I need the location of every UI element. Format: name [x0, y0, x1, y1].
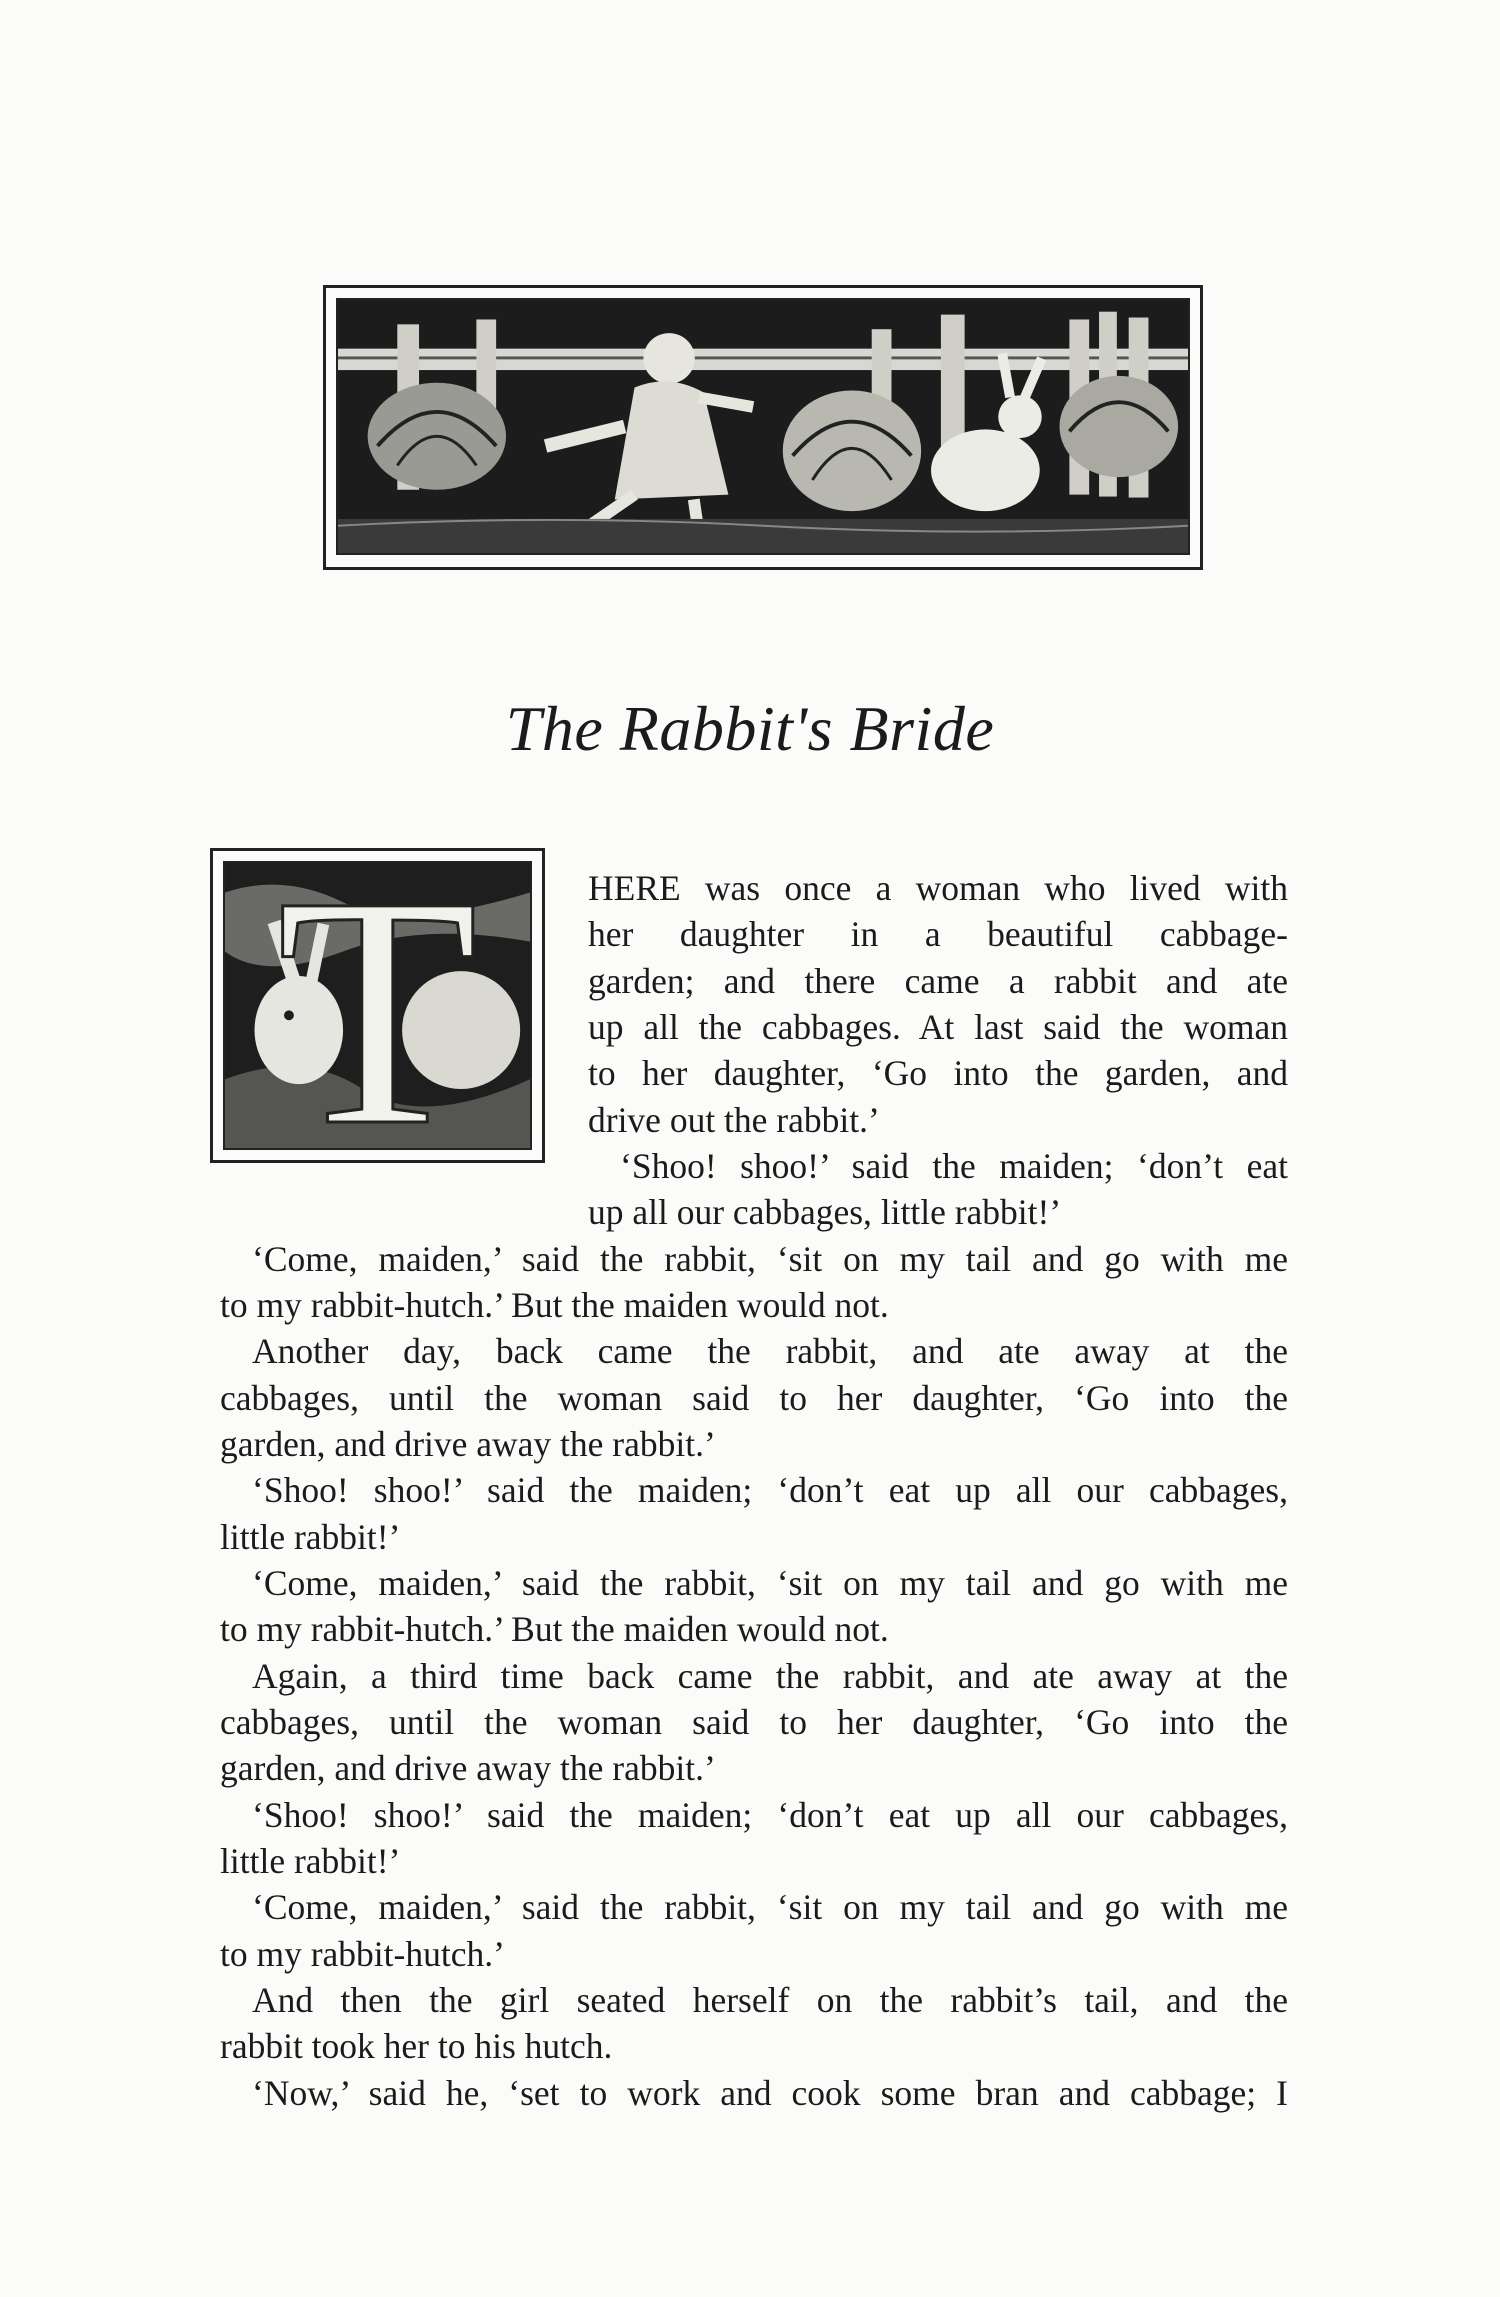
- text-line: ‘Come, maiden,’ said the rabbit, ‘sit on my tail and go with me: [252, 1887, 1288, 1927]
- text-line: her daughter in a beautiful cabbage-: [588, 914, 1288, 954]
- text-line: garden, and drive away the rabbit.’: [220, 1748, 716, 1788]
- text-line: ‘Come, maiden,’ said the rabbit, ‘sit on my tail and go with me: [252, 1239, 1288, 1279]
- text-line: little rabbit!’: [220, 1841, 401, 1881]
- text-line: Again, a third time back came the rabbit, and ate away at the: [252, 1656, 1288, 1696]
- text-line: Another day, back came the rabbit, and ate away at the: [252, 1331, 1288, 1371]
- text-line: ‘Shoo! shoo!’ said the maiden; ‘don’t eat up all our cabbages,: [252, 1795, 1288, 1835]
- text-line: up all our cabbages, little rabbit!’: [588, 1192, 1062, 1232]
- text-line: garden, and drive away the rabbit.’: [220, 1424, 716, 1464]
- text-line: to my rabbit-hutch.’ But the maiden would not.: [220, 1609, 889, 1649]
- text-line: garden; and there came a rabbit and ate: [588, 961, 1288, 1001]
- text-line: ‘Come, maiden,’ said the rabbit, ‘sit on my tail and go with me: [252, 1563, 1288, 1603]
- garden-woodcut-icon: [338, 300, 1188, 553]
- text-line: to my rabbit-hutch.’: [220, 1934, 505, 1974]
- text-line: rabbit took her to his hutch.: [220, 2026, 613, 2066]
- text-line: cabbages, until the woman said to her daughter, ‘Go into the: [220, 1702, 1288, 1742]
- text-line: drive out the rabbit.’: [588, 1100, 880, 1140]
- text-line: to her daughter, ‘Go into the garden, and: [588, 1053, 1288, 1093]
- text-line: HERE was once a woman who lived with: [588, 868, 1288, 908]
- text-line: cabbages, until the woman said to her daughter, ‘Go into the: [220, 1378, 1288, 1418]
- text-line: little rabbit!’: [220, 1517, 401, 1557]
- header-illustration: [323, 285, 1203, 570]
- story-title: The Rabbit's Bride: [505, 693, 995, 764]
- text-line: ‘Now,’ said he, ‘set to work and cook some bran and cabbage; I: [252, 2073, 1288, 2113]
- text-line: ‘Shoo! shoo!’ said the maiden; ‘don’t eat: [620, 1146, 1288, 1186]
- text-line: to my rabbit-hutch.’ But the maiden would not.: [220, 1285, 889, 1325]
- dropcap-letter: T: [276, 861, 479, 1150]
- text-line: And then the girl seated herself on the rabbit’s tail, and the: [252, 1980, 1288, 2020]
- text-line: ‘Shoo! shoo!’ said the maiden; ‘don’t eat up all our cabbages,: [252, 1470, 1288, 1510]
- dropcap-illustration: [210, 848, 545, 1163]
- text-line: up all the cabbages. At last said the woman: [588, 1007, 1288, 1047]
